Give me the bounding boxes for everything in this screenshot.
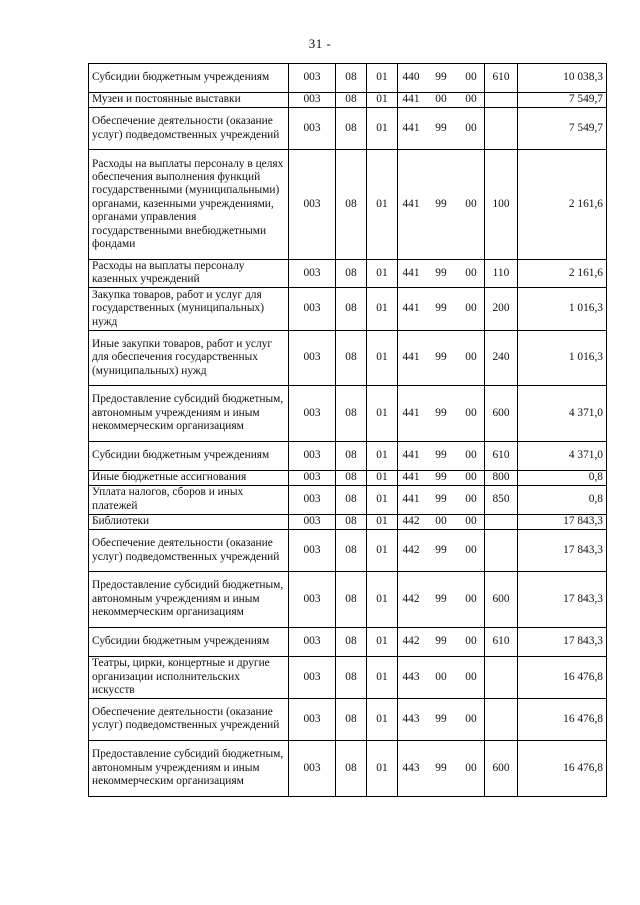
expense-type-code	[485, 530, 518, 572]
expense-type-code	[485, 108, 518, 150]
subsection-code: 01	[367, 92, 398, 107]
target-article-part-1: 441	[402, 122, 420, 135]
table-row	[89, 330, 607, 386]
expense-type-code: 610	[485, 64, 518, 93]
amount-value: 7 549,7	[518, 108, 607, 150]
table-row	[89, 656, 607, 698]
amount-value: 17 843,3	[518, 514, 607, 529]
target-article-code	[398, 530, 485, 572]
target-article-part-1: 441	[402, 493, 420, 506]
section-code: 08	[336, 330, 367, 386]
target-article-part-2: 99	[435, 544, 447, 556]
subsection-code: 01	[367, 288, 398, 330]
budget-item-name: Предоставление субсидий бюджетным, автономным учреждениям и иным некоммерческим организациям	[89, 741, 289, 797]
budget-item-name: Предоставление субсидий бюджетным, автономным учреждениям и иным некоммерческим организациям	[89, 386, 289, 442]
amount-value: 16 476,8	[518, 656, 607, 698]
expense-type-code	[485, 92, 518, 107]
budget-item-name: Уплата налогов, сборов и иных платежей	[89, 485, 289, 514]
table-row	[89, 108, 607, 150]
target-article-code	[398, 514, 485, 529]
target-article-code	[398, 288, 485, 330]
subsection-code: 01	[367, 572, 398, 628]
section-code: 08	[336, 627, 367, 656]
section-code: 08	[336, 530, 367, 572]
amount-value: 7 549,7	[518, 92, 607, 107]
target-article-part-1: 443	[402, 670, 420, 683]
department-code: 003	[289, 330, 336, 386]
department-code: 003	[289, 530, 336, 572]
section-code: 08	[336, 386, 367, 442]
target-article-code	[398, 92, 485, 107]
amount-value: 1 016,3	[518, 330, 607, 386]
target-article-part-2: 99	[435, 351, 447, 364]
subsection-code: 01	[367, 485, 398, 514]
expense-type-code: 110	[485, 259, 518, 288]
table-row	[89, 386, 607, 442]
section-code: 08	[336, 572, 367, 628]
expense-type-code: 100	[485, 150, 518, 259]
target-article-part-1: 443	[402, 761, 420, 774]
target-article-part-2: 99	[435, 122, 447, 135]
department-code: 003	[289, 64, 336, 93]
target-article-part-2: 99	[435, 448, 447, 461]
budget-item-name: Театры, цирки, концертные и другие организации исполнительских искусств	[89, 656, 289, 698]
section-code: 08	[336, 470, 367, 485]
target-article-part-1: 441	[402, 351, 420, 364]
expense-type-code: 600	[485, 572, 518, 628]
target-article-part-3: 00	[465, 406, 477, 419]
target-article-part-2: 99	[435, 197, 447, 210]
budget-item-name: Расходы на выплаты персоналу казенных учреждений	[89, 259, 289, 288]
department-code: 003	[289, 108, 336, 150]
department-code: 003	[289, 150, 336, 259]
target-article-code	[398, 150, 485, 259]
target-article-part-3: 00	[465, 493, 477, 506]
target-article-part-3: 00	[465, 670, 477, 683]
target-article-code	[398, 627, 485, 656]
target-article-part-3: 00	[465, 515, 477, 528]
section-code: 08	[336, 698, 367, 740]
target-article-part-3: 00	[465, 592, 477, 605]
target-article-part-1: 441	[402, 266, 420, 279]
target-article-part-2: 99	[435, 302, 447, 315]
table-row	[89, 259, 607, 288]
subsection-code: 01	[367, 386, 398, 442]
target-article-code	[398, 485, 485, 514]
subsection-code: 01	[367, 741, 398, 797]
budget-item-name: Субсидии бюджетным учреждениям	[89, 64, 289, 93]
target-article-code	[398, 64, 485, 93]
amount-value: 4 371,0	[518, 386, 607, 442]
section-code: 08	[336, 259, 367, 288]
target-article-part-2: 00	[435, 515, 447, 528]
target-article-part-1: 442	[402, 592, 420, 605]
table-row	[89, 741, 607, 797]
department-code: 003	[289, 441, 336, 470]
target-article-part-3: 00	[465, 197, 477, 210]
amount-value: 1 016,3	[518, 288, 607, 330]
budget-item-name: Музеи и постоянные выставки	[89, 92, 289, 107]
budget-item-name: Субсидии бюджетным учреждениям	[89, 627, 289, 656]
amount-value: 16 476,8	[518, 741, 607, 797]
expense-type-code: 200	[485, 288, 518, 330]
target-article-part-3: 00	[465, 635, 477, 648]
amount-value: 17 843,3	[518, 627, 607, 656]
expense-type-code: 610	[485, 441, 518, 470]
budget-item-name: Библиотеки	[89, 514, 289, 529]
table-row	[89, 441, 607, 470]
department-code: 003	[289, 288, 336, 330]
expense-type-code	[485, 698, 518, 740]
subsection-code: 01	[367, 259, 398, 288]
department-code: 003	[289, 656, 336, 698]
target-article-code	[398, 572, 485, 628]
amount-value: 2 161,6	[518, 150, 607, 259]
table-row	[89, 627, 607, 656]
target-article-part-2: 99	[435, 471, 447, 484]
amount-value: 2 161,6	[518, 259, 607, 288]
expense-type-code: 850	[485, 485, 518, 514]
target-article-code	[398, 698, 485, 740]
budget-item-name: Предоставление субсидий бюджетным, автономным учреждениям и иным некоммерческим организациям	[89, 572, 289, 628]
target-article-code	[398, 741, 485, 797]
budget-item-name: Иные бюджетные ассигнования	[89, 470, 289, 485]
budget-item-name: Обеспечение деятельности (оказание услуг) подведомственных учреждений	[89, 698, 289, 740]
section-code: 08	[336, 656, 367, 698]
target-article-part-3: 00	[465, 544, 477, 556]
department-code: 003	[289, 514, 336, 529]
target-article-code	[398, 441, 485, 470]
target-article-part-1: 441	[402, 302, 420, 315]
department-code: 003	[289, 485, 336, 514]
target-article-code	[398, 330, 485, 386]
table-row	[89, 485, 607, 514]
section-code: 08	[336, 485, 367, 514]
table-row	[89, 572, 607, 628]
target-article-part-1: 443	[402, 712, 420, 725]
subsection-code: 01	[367, 470, 398, 485]
budget-item-name: Обеспечение деятельности (оказание услуг) подведомственных учреждений	[89, 530, 289, 572]
target-article-part-3: 00	[465, 93, 477, 106]
target-article-part-2: 99	[435, 761, 447, 774]
subsection-code: 01	[367, 108, 398, 150]
department-code: 003	[289, 92, 336, 107]
amount-value: 17 843,3	[518, 572, 607, 628]
expense-type-code	[485, 656, 518, 698]
target-article-part-3: 00	[465, 71, 477, 84]
target-article-part-1: 441	[402, 197, 420, 210]
target-article-code	[398, 108, 485, 150]
department-code: 003	[289, 698, 336, 740]
target-article-part-2: 00	[435, 670, 447, 683]
expense-type-code: 800	[485, 470, 518, 485]
department-code: 003	[289, 386, 336, 442]
target-article-part-2: 99	[435, 493, 447, 506]
target-article-part-3: 00	[465, 471, 477, 484]
section-code: 08	[336, 741, 367, 797]
department-code: 003	[289, 741, 336, 797]
target-article-part-2: 99	[435, 592, 447, 605]
section-code: 08	[336, 514, 367, 529]
table-row	[89, 470, 607, 485]
table-row	[89, 92, 607, 107]
target-article-part-3: 00	[465, 302, 477, 315]
target-article-code	[398, 656, 485, 698]
amount-value: 0,8	[518, 470, 607, 485]
target-article-part-1: 442	[402, 544, 420, 556]
target-article-code	[398, 470, 485, 485]
subsection-code: 01	[367, 441, 398, 470]
budget-item-name: Обеспечение деятельности (оказание услуг) подведомственных учреждений	[89, 108, 289, 150]
department-code: 003	[289, 259, 336, 288]
target-article-part-2: 99	[435, 266, 447, 279]
budget-item-name: Субсидии бюджетным учреждениям	[89, 441, 289, 470]
table-row	[89, 530, 607, 572]
subsection-code: 01	[367, 150, 398, 259]
budget-table	[88, 63, 607, 797]
target-article-part-2: 99	[435, 71, 447, 84]
expense-type-code: 610	[485, 627, 518, 656]
department-code: 003	[289, 627, 336, 656]
table-row	[89, 150, 607, 259]
subsection-code: 01	[367, 64, 398, 93]
target-article-part-1: 440	[402, 71, 420, 84]
target-article-part-1: 441	[402, 448, 420, 461]
target-article-code	[398, 386, 485, 442]
subsection-code: 01	[367, 530, 398, 572]
target-article-part-1: 441	[402, 406, 420, 419]
budget-item-name: Расходы на выплаты персоналу в целях обеспечения выполнения функций государственными (муниципальными) органами, казенными учреждениями, органами управления государственными внебюджетными фондами	[89, 150, 289, 259]
table-row	[89, 698, 607, 740]
subsection-code: 01	[367, 627, 398, 656]
target-article-code	[398, 259, 485, 288]
section-code: 08	[336, 64, 367, 93]
target-article-part-3: 00	[465, 712, 477, 725]
target-article-part-3: 00	[465, 448, 477, 461]
amount-value: 0,8	[518, 485, 607, 514]
expense-type-code: 240	[485, 330, 518, 386]
target-article-part-3: 00	[465, 761, 477, 774]
section-code: 08	[336, 288, 367, 330]
subsection-code: 01	[367, 514, 398, 529]
subsection-code: 01	[367, 698, 398, 740]
expense-type-code: 600	[485, 386, 518, 442]
budget-item-name: Закупка товаров, работ и услуг для государственных (муниципальных) нужд	[89, 288, 289, 330]
expense-type-code	[485, 514, 518, 529]
section-code: 08	[336, 108, 367, 150]
target-article-part-2: 00	[435, 93, 447, 106]
table-row	[89, 64, 607, 93]
budget-item-name: Иные закупки товаров, работ и услуг для обеспечения государственных (муниципальных) нужд	[89, 330, 289, 386]
target-article-part-2: 99	[435, 712, 447, 725]
amount-value: 10 038,3	[518, 64, 607, 93]
target-article-part-3: 00	[465, 122, 477, 135]
subsection-code: 01	[367, 330, 398, 386]
expense-type-code: 600	[485, 741, 518, 797]
target-article-part-3: 00	[465, 351, 477, 364]
section-code: 08	[336, 441, 367, 470]
target-article-part-1: 441	[402, 471, 420, 484]
amount-value: 16 476,8	[518, 698, 607, 740]
subsection-code: 01	[367, 656, 398, 698]
page-number: 31 -	[308, 36, 332, 51]
section-code: 08	[336, 92, 367, 107]
department-code: 003	[289, 572, 336, 628]
department-code: 003	[289, 470, 336, 485]
target-article-part-3: 00	[465, 266, 477, 279]
amount-value: 17 843,3	[518, 530, 607, 572]
target-article-part-1: 442	[402, 635, 420, 648]
target-article-part-1: 442	[402, 515, 420, 528]
section-code: 08	[336, 150, 367, 259]
target-article-part-1: 441	[402, 93, 420, 106]
target-article-part-2: 99	[435, 635, 447, 648]
target-article-part-2: 99	[435, 406, 447, 419]
table-row	[89, 288, 607, 330]
amount-value: 4 371,0	[518, 441, 607, 470]
table-row	[89, 514, 607, 529]
